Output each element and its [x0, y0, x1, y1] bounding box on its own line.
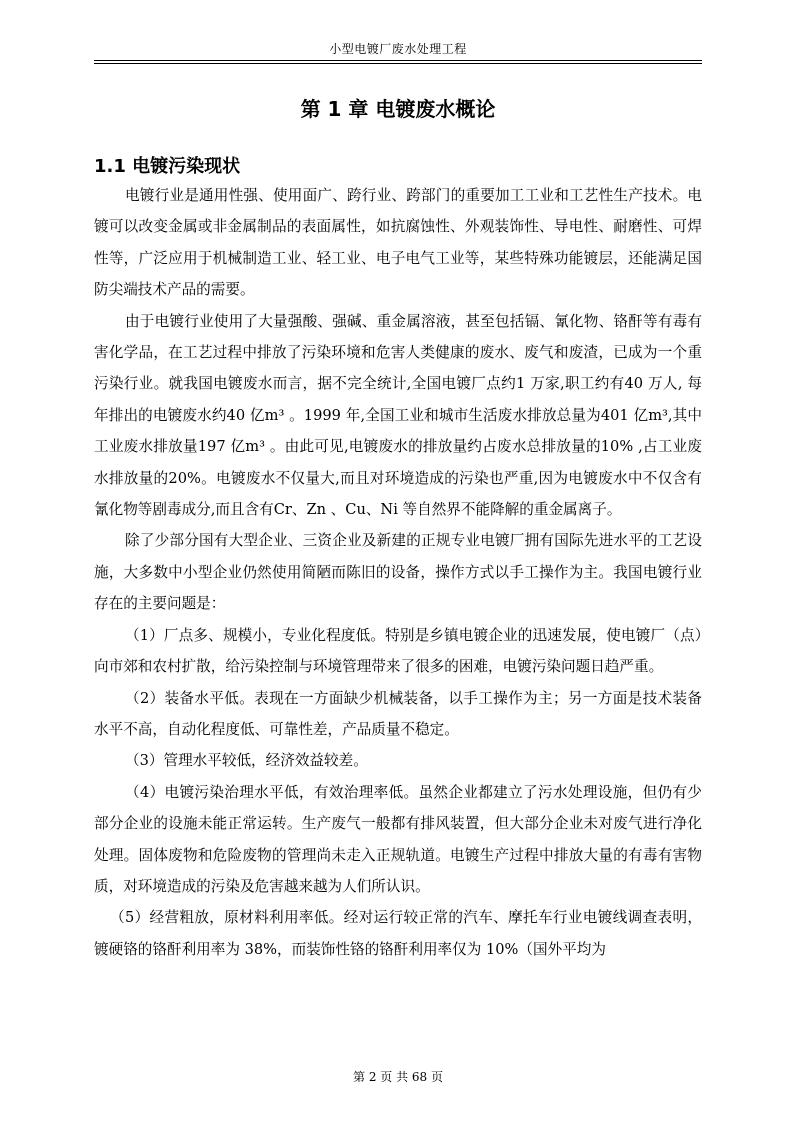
paragraph-1: 电镀行业是通用性强、使用面广、跨行业、跨部门的重要加工工业和工艺性生产技术。电镀可以改变金属或非金属制品的表面属性，如抗腐蚀性、外观装饰性、导电性、耐磨性、可焊性等，广泛应用于机械制造工业、轻工业、电子电气工业等，某些特殊功能镀层，还能满足国防尖端技术产品的需要。 [94, 187, 702, 299]
section-heading: 1.1 电镀污染现状 [94, 156, 241, 177]
header-rule [94, 60, 702, 64]
list-item-4: （4）电镀污染治理水平低，有效治理率低。虽然企业都建立了污水处理设施，但仍有少部分企业的设施未能正常运转。生产废气一般都有排风装置，但大部分企业未对废气进行净化处理。固体废物和危险废物的管理尚未走入正规轨道。电镀生产过程中排放大量的有毒有害物质，对环境造成的污染及危害越来越为人们所认识。 [94, 783, 702, 895]
running-header: 小型电镀厂废水处理工程 [329, 42, 467, 56]
list-item-1: （1）厂点多、规模小，专业化程度低。特别是乡镇电镀企业的迅速发展，使电镀厂（点）向市郊和农村扩散，给污染控制与环境管理带来了很多的困难，电镀污染问题日趋严重。 [94, 626, 702, 676]
page-footer: 第 2 页 共 68 页 [353, 1070, 443, 1084]
list-item-5: （5）经营粗放，原材料利用率低。经对运行较正常的汽车、摩托车行业电镀线调查表明，镀硬铬的铬酐利用率为 38%，而装饰性铬的铬酐利用率仅为 10%（国外平均为 [94, 909, 702, 958]
list-item-3: （3）管理水平较低，经济效益较差。 [125, 752, 368, 770]
paragraph-2: 由于电镀行业使用了大量强酸、强碱、重金属溶液，甚至包括镉、氰化物、铬酐等有毒有害化学品，在工艺过程中排放了污染环境和危害人类健康的废水、废气和废渣，已成为一个重污染行业。就我国电镀废水而言，据不完全统计,全国电镀厂点约1 万家,职工约有40 万人, 每年排出的电镀废水约40 亿m³ 。1999 年,全国工业和城市生活废水排放总量为401 亿m³,其中工业废水排放量197 亿m³ 。由此可见,电镀废水的排放量约占废水总排放量的10% ,占工业废水排放量的20%。电镀废水不仅量大,而且对环境造成的污染也严重,因为电镀废水中不仅含有氰化物等剧毒成分,而且含有Cr、Zn 、Cu、Ni 等自然界不能降解的重金属离子。 [94, 312, 702, 519]
paragraph-3: 除了少部分国有大型企业、三资企业及新建的正规专业电镀厂拥有国际先进水平的工艺设施，大多数中小型企业仍然使用简陋而陈旧的设备，操作方式以手工操作为主。我国电镀行业存在的主要问题是： [94, 532, 702, 613]
chapter-title: 第 1 章 电镀废水概论 [300, 97, 496, 121]
body-text [94, 180, 702, 965]
list-item-2: （2）装备水平低。表现在一方面缺少机械装备，以手工操作为主；另一方面是技术装备水平不高，自动化程度低、可靠性差，产品质量不稳定。 [94, 689, 702, 738]
